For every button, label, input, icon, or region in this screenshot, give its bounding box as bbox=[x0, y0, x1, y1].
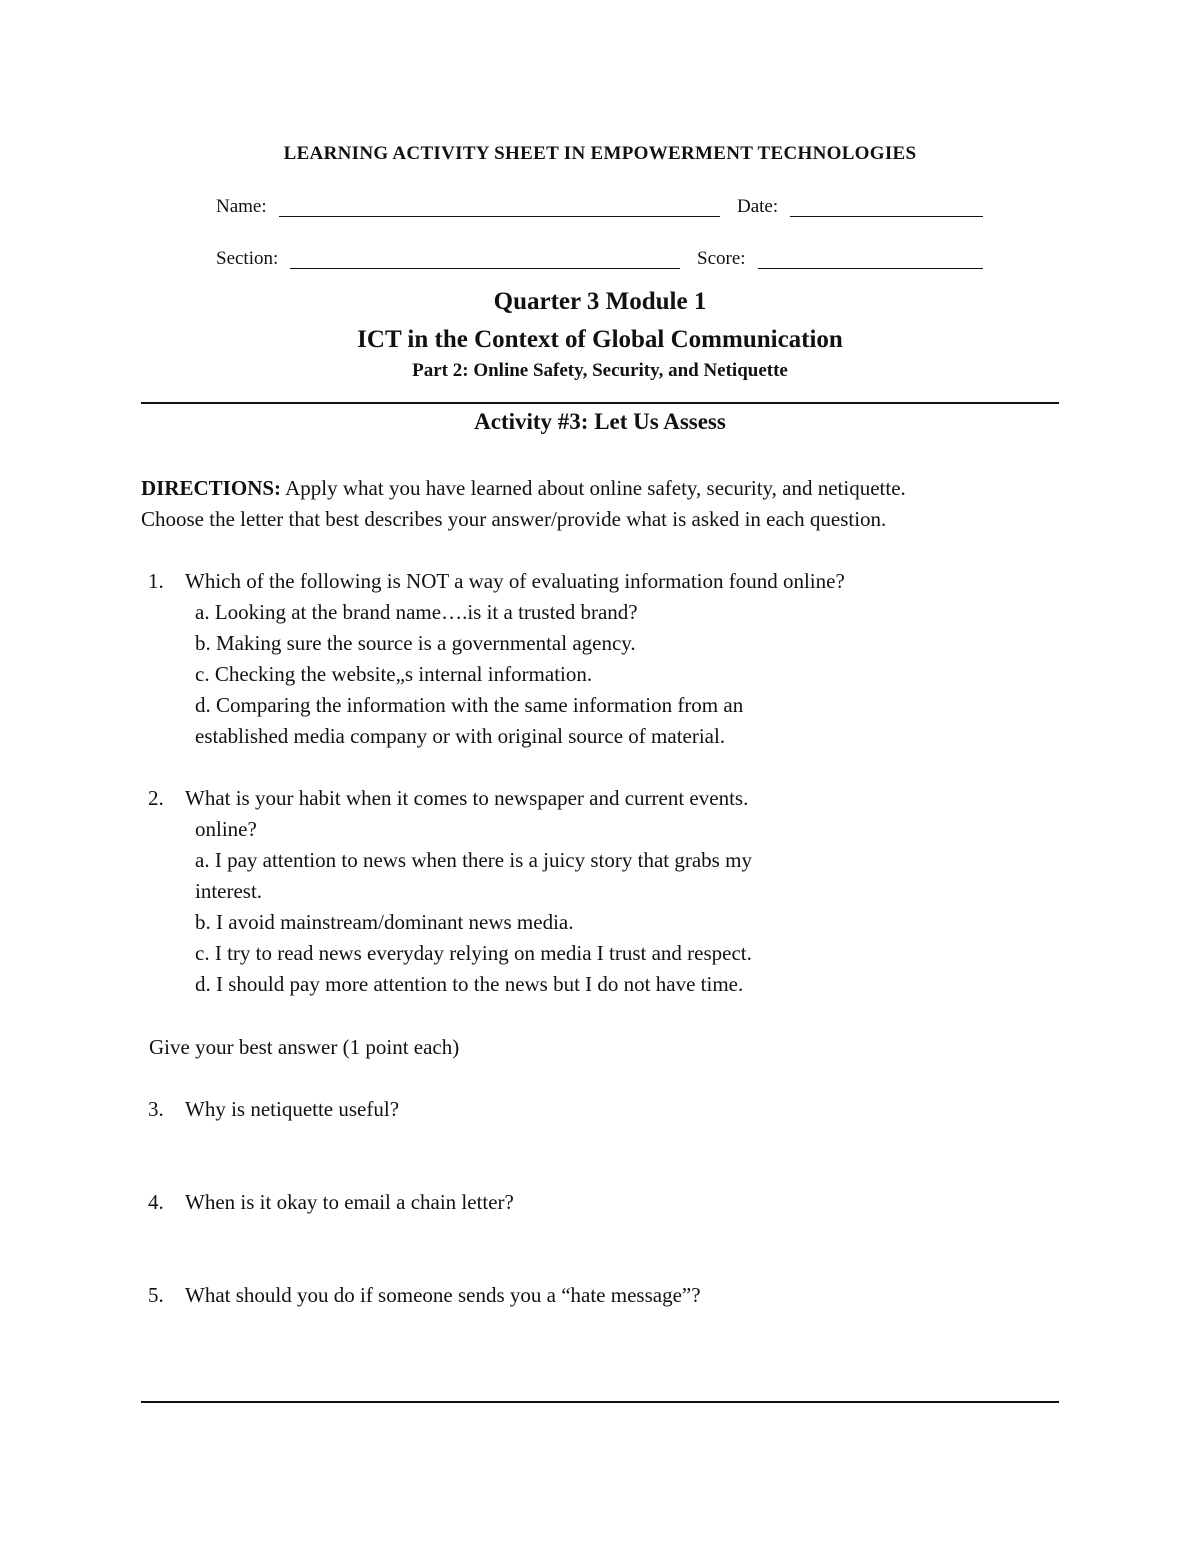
directions-text-1: Apply what you have learned about online safety, security, and netiquette. bbox=[285, 476, 906, 500]
question-2-choice-d[interactable]: d. I should pay more attention to the news but I do not have time. bbox=[195, 972, 744, 996]
question-5-text: What should you do if someone sends you a “hate message”? bbox=[185, 1283, 701, 1307]
score-field[interactable] bbox=[758, 268, 983, 269]
question-2-text-cont: online? bbox=[195, 817, 257, 841]
question-1-choice-c[interactable]: c. Checking the website„s internal information. bbox=[195, 662, 593, 686]
date-label: Date: bbox=[737, 196, 779, 217]
directions-label: DIRECTIONS: bbox=[141, 476, 282, 500]
question-5-number: 5. bbox=[148, 1283, 164, 1307]
question-1-text: Which of the following is NOT a way of evaluating information found online? bbox=[185, 569, 845, 593]
top-divider bbox=[141, 402, 1059, 404]
question-2-choice-a-cont: interest. bbox=[195, 879, 263, 903]
question-1-number: 1. bbox=[148, 569, 164, 593]
directions-line-2: Choose the letter that best describes your answer/provide what is asked in each question. bbox=[141, 507, 887, 531]
question-1-choice-a[interactable]: a. Looking at the brand name….is it a trusted brand? bbox=[195, 600, 638, 624]
question-1-choice-d[interactable]: d. Comparing the information with the same information from an bbox=[195, 693, 744, 717]
section-label: Section: bbox=[216, 248, 279, 269]
part-title: Part 2: Online Safety, Security, and Netiquette bbox=[412, 360, 788, 381]
question-3-text: Why is netiquette useful? bbox=[185, 1097, 400, 1121]
bottom-divider bbox=[141, 1401, 1059, 1403]
question-2-choice-a[interactable]: a. I pay attention to news when there is a juicy story that grabs my bbox=[195, 848, 752, 872]
module-title: ICT in the Context of Global Communication bbox=[357, 326, 843, 353]
quarter-heading: Quarter 3 Module 1 bbox=[493, 288, 707, 315]
sheet-title: LEARNING ACTIVITY SHEET IN EMPOWERMENT TECHNOLOGIES bbox=[283, 143, 917, 164]
question-1-choice-b[interactable]: b. Making sure the source is a governmental agency. bbox=[195, 631, 636, 655]
name-field[interactable] bbox=[279, 216, 720, 217]
name-label: Name: bbox=[216, 196, 267, 217]
activity-title: Activity #3: Let Us Assess bbox=[474, 409, 726, 434]
question-3-number: 3. bbox=[148, 1097, 164, 1121]
question-2-choice-c[interactable]: c. I try to read news everyday relying on media I trust and respect. bbox=[195, 941, 752, 965]
question-4-text: When is it okay to email a chain letter? bbox=[185, 1190, 514, 1214]
question-1-choice-d-cont: established media company or with original source of material. bbox=[195, 724, 726, 748]
question-2-text: What is your habit when it comes to newspaper and current events. bbox=[185, 786, 749, 810]
instruction: Give your best answer (1 point each) bbox=[149, 1035, 460, 1059]
question-2-number: 2. bbox=[148, 786, 164, 810]
question-4-number: 4. bbox=[148, 1190, 164, 1214]
date-field[interactable] bbox=[790, 216, 983, 217]
score-label: Score: bbox=[697, 248, 746, 269]
directions-line-1 bbox=[141, 473, 906, 504]
section-field[interactable] bbox=[290, 268, 680, 269]
question-2-choice-b[interactable]: b. I avoid mainstream/dominant news media. bbox=[195, 910, 574, 934]
